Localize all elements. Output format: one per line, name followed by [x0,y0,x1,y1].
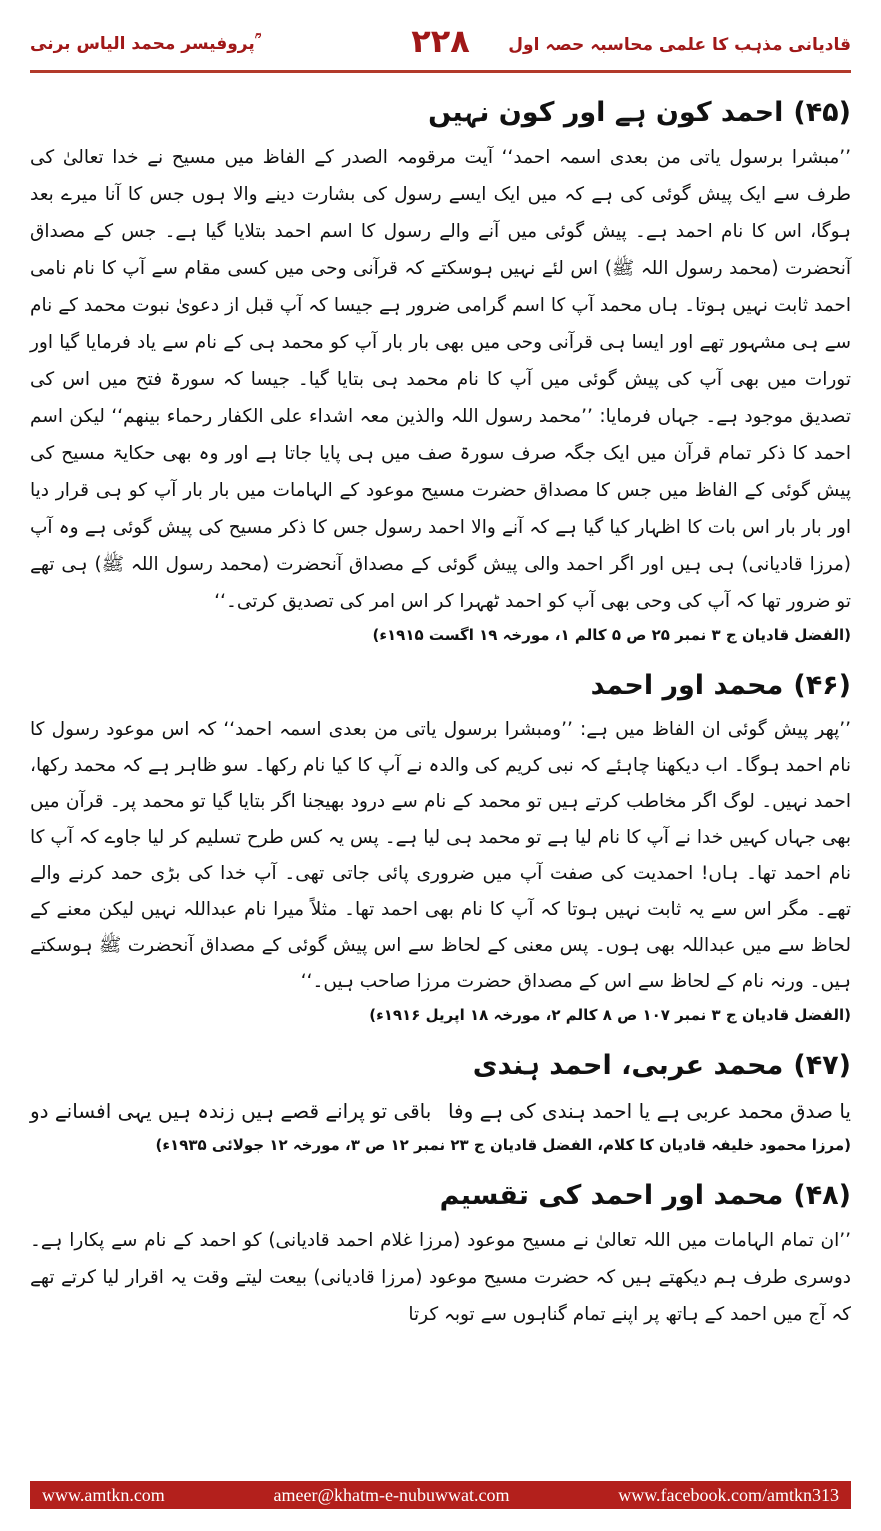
section-heading-46 [30,666,851,706]
page-body [30,85,851,1471]
footer-facebook-link[interactable]: www.facebook.com/amtkn313 [618,1484,839,1505]
footer-email-link[interactable]: ameer@khatm-e-nubuwwat.com [273,1484,510,1505]
section-text-48: ’’ان تمام الہامات میں اللہ تعالیٰ نے مسیح موعود (مرزا غلام احمد قادیانی) کو احمد کے نام سے پکارا ہے۔ دوسری طرف ہم دیکھتے ہیں کہ حضرت مسیح موعود (مرزا قادیانی) بیعت لیتے وقت یہ اقرار لیا کرتے تھے کہ آج میں احمد کے ہاتھ پر اپنے تمام گناہوں سے توبہ کرتا [30,1230,851,1325]
header-divider [30,70,851,73]
book-title: قادیانی مذہب کا علمی محاسبہ حصہ اول [508,35,851,55]
author-name: پروفیسر محمد الیاس برنی ؒ [30,34,260,54]
section-number: (۴۵) [793,97,851,128]
section-heading-48 [30,1176,851,1216]
verse-second-line: باقی تو پرانے قصے ہیں زندہ ہیں یہی افسانے دو [30,1099,432,1123]
citation-47: (مرزا محمود خلیفہ قادیان کا کلام، الفضل قادیان ج ۲۳ نمبر ۱۲ ص ۳، مورخہ ۱۲ جولائی ۱۹۳۵ء) [155,1136,851,1154]
page-header [30,22,851,72]
section-title: احمد کون ہے اور کون نہیں [428,97,784,128]
page-number: ۲۲۸ [411,22,470,60]
section-title: محمد اور احمد [590,670,784,701]
poetry-couplet [30,1092,851,1130]
footer-website-link[interactable]: www.amtkn.com [42,1484,165,1505]
section-number: (۴۶) [793,670,851,701]
section-heading-45 [30,93,851,133]
citation-45: (الفضل قادیان ج ۳ نمبر ۲۵ ص ۵ کالم ۱، مورخہ ۱۹ اگست ۱۹۱۵ء) [372,626,851,644]
section-number: (۴۸) [793,1180,851,1211]
section-text-46: ’’پھر پیش گوئی ان الفاظ میں ہے: ’’ومبشرا برسول یاتی من بعدی اسمہ احمد‘‘ کہ اس موعود رسول کا نام احمد ہوگا۔ اب دیکھنا چاہئے کہ نبی کریم کی والدہ نے آپ کا کیا نام رکھا۔ سو ظاہر ہے کہ محمد رکھا، احمد نہیں۔ لوگ اگر مخاطب کرتے ہیں تو محمد کے نام سے درود بھیجنا اگر بتایا گیا تو محمد پر۔ قرآن میں بھی جہاں کہیں خدا نے آپ کا نام لیا ہے تو محمد ہی لیا ہے۔ پس یہ کس طرح تسلیم کر لیا جاوے کہ آپ کا نام احمد تھا۔ ہاں! احمدیت کی صفت آپ میں ضروری پائی جاتی تھی۔ آپ خدا کی بڑی حمد کرنے والے تھے۔ مگر اس سے یہ ثابت نہیں ہوتا کہ آپ کا نام بھی احمد تھا۔ مثلاً میرا نام عبداللہ نہیں لیکن معنے کے لحاظ سے میں عبداللہ بھی ہوں۔ پس معنی کے لحاظ سے اس پیش گوئی کے مصداق آنحضرت ﷺ ہوسکتے ہیں۔ ورنہ نام کے لحاظ سے اس کے مصداق حضرت مرزا صاحب ہیں۔‘‘ [30,719,851,992]
section-title: محمد عربی، احمد ہندی [472,1050,784,1081]
verse-first-line: یا صدق محمد عربی ہے یا احمد ہندی کی ہے وفا [447,1099,851,1123]
citation-46: (الفضل قادیان ج ۳ نمبر ۱۰۷ ص ۸ کالم ۲، مورخہ ۱۸ اپریل ۱۹۱۶ء) [369,1006,851,1024]
section-heading-47 [30,1046,851,1086]
section-title: محمد اور احمد کی تقسیم [439,1180,784,1211]
section-number: (۴۷) [793,1050,851,1081]
page-footer [30,1481,851,1509]
section-text-45: ’’مبشرا برسول یاتی من بعدی اسمہ احمد‘‘ آیت مرقومہ الصدر کے الفاظ میں مسیح نے خدا تعالیٰ کی طرف سے ایک پیش گوئی کی ہے کہ میں ایک ایسے رسول کی بشارت دینے والا ہوں جس کا آنا میرے بعد ہوگا، اس کا نام احمد ہے۔ پیش گوئی میں آنے والے رسول کا اسم احمد بتلایا گیا ہے۔ جس کے مصداق آنحضرت (محمد رسول اللہ ﷺ) اس لئے نہیں ہوسکتے کہ قرآنی وحی میں کسی مقام سے آپ کا نام نامی احمد ثابت نہیں ہوتا۔ ہاں محمد آپ کا اسم گرامی ضرور ہے جیسا کہ آپ قبل از دعویٰ نبوت محمد کے نام سے ہی مشہور تھے اور ایسا ہی قرآنی وحی میں بھی بار بار آپ کو محمد ہی کے نام سے یاد فرمایا گیا اور تورات میں بھی آپ کی پیش گوئی میں آپ کا نام محمد ہی بتایا گیا۔ جیسا کہ سورۃ فتح میں اس کی تصدیق موجود ہے۔ جہاں فرمایا: ’’محمد رسول اللہ والذین معہ اشداء علی الکفار رحماء بینھم‘‘ لیکن اسم احمد کا ذکر تمام قرآن میں ایک جگہ صرف سورۃ صف میں ہی پایا جاتا ہے اور وہ بھی حکایۃ مسیح کی پیش گوئی کے الفاظ میں جس کا مصداق حضرت مسیح موعود کے الہامات میں بار بار آپ کو ہی قرار دیا اور بار بار اس بات کا اظہار کیا گیا ہے کہ آنے والا احمد رسول جس کا ذکر مسیح کی پیش گوئی ہے وہ آپ (مرزا قادیانی) ہی ہیں اور اگر احمد والی پیش گوئی کے مصداق آنحضرت (محمد رسول اللہ ﷺ) ہی تھے تو ضرور تھا کہ آپ کی وحی بھی آپ کو احمد ٹھہرا کر اس امر کی تصدیق کرتی۔‘‘ [30,147,851,612]
